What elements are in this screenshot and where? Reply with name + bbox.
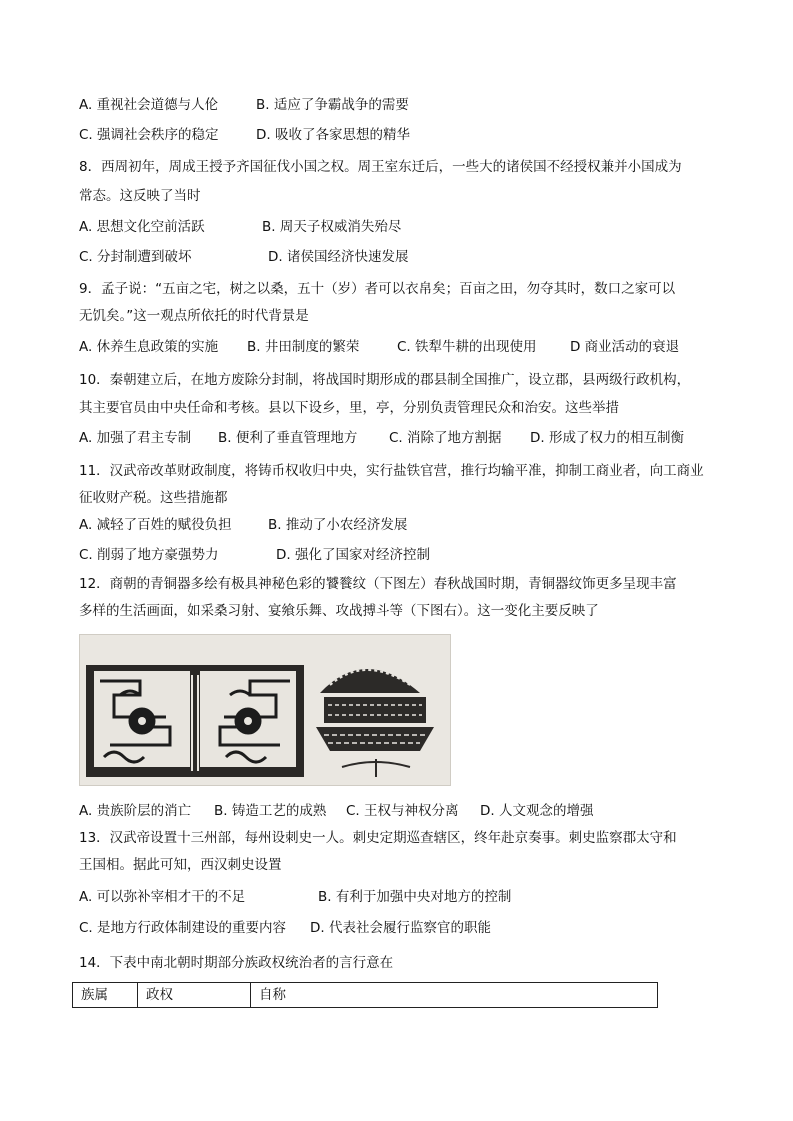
- q11-option-a: A. 减轻了百姓的赋役负担: [79, 517, 232, 533]
- q13-option-b: B. 有利于加强中央对地方的控制: [318, 889, 512, 905]
- q8-stem-line2: 常态。这反映了当时: [79, 188, 201, 204]
- q7-option-d: D. 吸收了各家思想的精华: [256, 127, 410, 143]
- q9-option-b: B. 井田制度的繁荣: [247, 339, 360, 355]
- q7-option-a: A. 重视社会道德与人伦: [79, 97, 219, 113]
- q9-option-d: D 商业活动的衰退: [570, 339, 680, 355]
- q8-option-a: A. 思想文化空前活跃: [79, 219, 205, 235]
- q8-option-b: B. 周天子权威消失殆尽: [262, 219, 402, 235]
- q11-option-d: D. 强化了国家对经济控制: [276, 547, 430, 563]
- bronze-pattern-illustration: [80, 635, 450, 785]
- q9-stem-line1: 9．孟子说：“五亩之宅，树之以桑，五十（岁）者可以衣帛矣；百亩之田，勿夺其时，数口之家可以: [79, 281, 676, 297]
- q12-option-a: A. 贵族阶层的消亡: [79, 803, 192, 819]
- q12-stem-line1: 12．商朝的青铜器多绘有极具神秘色彩的饕餮纹（下图左）春秋战国时期，青铜器纹饰更多呈现丰富: [79, 576, 677, 592]
- q8-option-d: D. 诸侯国经济快速发展: [268, 249, 409, 265]
- q9-option-a: A. 休养生息政策的实施: [79, 339, 219, 355]
- table-header-self-title: 自称: [251, 983, 658, 1008]
- q14-table: [72, 982, 658, 1008]
- table-header-ethnicity: 族属: [73, 983, 138, 1008]
- q13-stem-line2: 王国相。据此可知，西汉刺史设置: [79, 857, 282, 873]
- q13-stem-line1: 13．汉武帝设置十三州部，每州设刺史一人。刺史定期巡查辖区，终年赴京奏事。刺史监察郡太守和: [79, 830, 677, 846]
- q13-option-c: C. 是地方行政体制建设的重要内容: [79, 920, 287, 936]
- q11-option-c: C. 削弱了地方豪强势力: [79, 547, 219, 563]
- q10-stem-line1: 10．秦朝建立后，在地方废除分封制，将战国时期形成的郡县制全国推广，设立郡，县两级行政机构，: [79, 372, 691, 388]
- q8-option-c: C. 分封制遭到破坏: [79, 249, 192, 265]
- q12-option-d: D. 人文观念的增强: [480, 803, 594, 819]
- q13-option-a: A. 可以弥补宰相才干的不足: [79, 889, 246, 905]
- q10-option-d: D. 形成了权力的相互制衡: [530, 430, 684, 446]
- q7-option-c: C. 强调社会秩序的稳定: [79, 127, 219, 143]
- q11-option-b: B. 推动了小农经济发展: [268, 517, 408, 533]
- q12-option-b: B. 铸造工艺的成熟: [214, 803, 327, 819]
- pictorial-bands-right: [316, 669, 434, 777]
- bronze-pattern-figure: [79, 634, 451, 786]
- q9-option-c: C. 铁犁牛耕的出现使用: [397, 339, 537, 355]
- q10-option-a: A. 加强了君主专制: [79, 430, 192, 446]
- q8-stem-line1: 8．西周初年，周成王授予齐国征伐小国之权。周王室东迁后，一些大的诸侯国不经授权兼并小国成为: [79, 159, 682, 175]
- q14-stem: 14．下表中南北朝时期部分族政权统治者的言行意在: [79, 955, 394, 971]
- table-header-regime: 政权: [138, 983, 251, 1008]
- q7-option-b: B. 适应了争霸战争的需要: [256, 97, 409, 113]
- q10-stem-line2: 其主要官员由中央任命和考核。县以下设乡，里，亭，分别负责管理民众和治安。这些举措: [79, 400, 619, 416]
- taotie-pattern-left: [86, 665, 304, 777]
- q12-stem-line2: 多样的生活画面，如采桑习射、宴飨乐舞、攻战搏斗等（下图右）。这一变化主要反映了: [79, 603, 599, 619]
- q13-option-d: D. 代表社会履行监察官的职能: [310, 920, 491, 936]
- q10-option-b: B. 便利了垂直管理地方: [218, 430, 358, 446]
- table-header-row: [73, 983, 658, 1008]
- q11-stem-line2: 征收财产税。这些措施都: [79, 490, 228, 506]
- q9-stem-line2: 无饥矣。”这一观点所依托的时代背景是: [79, 308, 309, 324]
- q12-option-c: C. 王权与神权分离: [346, 803, 459, 819]
- q10-option-c: C. 消除了地方割据: [389, 430, 502, 446]
- q11-stem-line1: 11．汉武帝改革财政制度，将铸币权收归中央，实行盐铁官营，推行均输平准，抑制工商业者，向工商业: [79, 463, 704, 479]
